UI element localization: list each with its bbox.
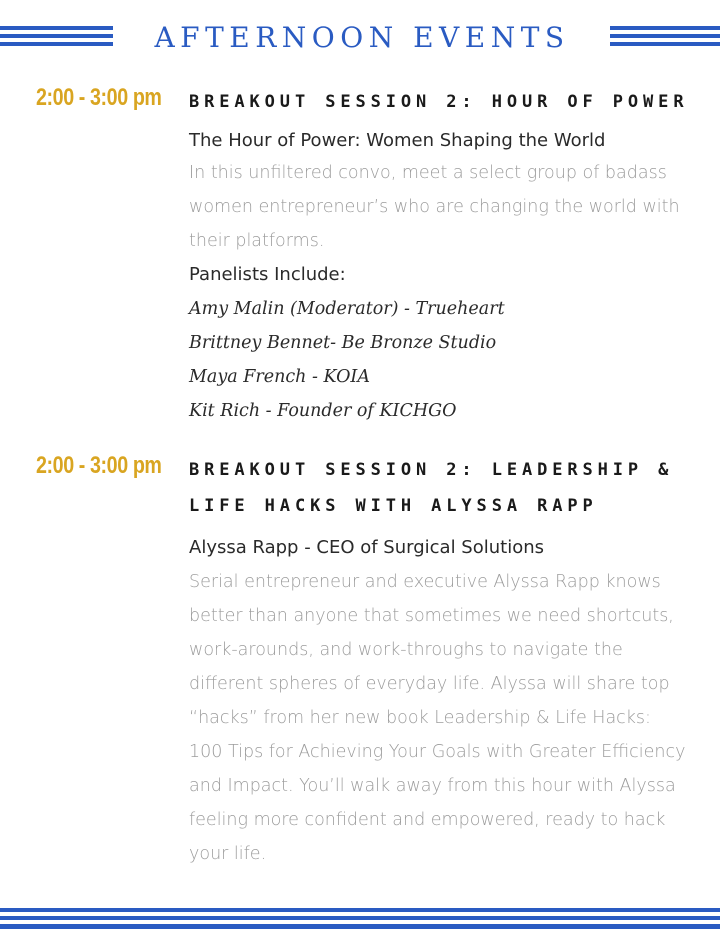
event-subtitle: Alyssa Rapp - CEO of Surgical Solutions <box>189 537 545 558</box>
event-subtitle: The Hour of Power: Women Shaping the World <box>189 130 606 151</box>
panelist-item: Amy Malin (Moderator) - Trueheart <box>189 299 505 319</box>
event-description: In this unfiltered convo, meet a select group of badass women entrepreneur’s who are changing the world with their platforms. <box>189 163 680 251</box>
footer-stripes <box>0 908 720 932</box>
stripe <box>610 42 720 46</box>
stripe <box>0 34 113 38</box>
page-header <box>0 20 720 64</box>
stripe <box>0 924 720 929</box>
event-description: Serial entrepreneur and executive Alyssa Rapp knows better than anyone that sometimes we need shortcuts, work-arounds, and work-throughs to navigate the different spheres of everyday life. Alyssa will share top “hacks” from her new book Leadership & Life Hacks: 100 Tips for Achieving Your Goals with Greater Efficiency and Impact. You’ll walk away from this hour with Alyssa feeling more confident and empowered, ready to hack your life. <box>189 572 686 864</box>
stripe <box>610 34 720 38</box>
panelists-heading: Panelists Include: <box>189 264 346 285</box>
panelist-item: Kit Rich - Founder of KICHGO <box>189 401 457 421</box>
event-title: BREAKOUT SESSION 2: HOUR OF POWER <box>189 92 689 112</box>
header-stripes-right <box>610 26 720 50</box>
panelist-item: Maya French - KOIA <box>189 367 370 387</box>
panelist-item: Brittney Bennet- Be Bronze Studio <box>189 333 497 353</box>
event-time: 2:00 - 3:00 pm <box>36 84 162 111</box>
stripe <box>0 42 113 46</box>
stripe <box>610 26 720 30</box>
event-title: BREAKOUT SESSION 2: LEADERSHIP & LIFE HACKS WITH ALYSSA RAPP <box>189 460 674 516</box>
page-title: AFTERNOON EVENTS <box>154 21 570 54</box>
stripe <box>0 26 113 30</box>
event-time: 2:00 - 3:00 pm <box>36 452 162 479</box>
stripe <box>0 916 720 920</box>
panelists-list <box>189 292 505 428</box>
header-stripes-left <box>0 26 113 50</box>
stripe <box>0 908 720 912</box>
